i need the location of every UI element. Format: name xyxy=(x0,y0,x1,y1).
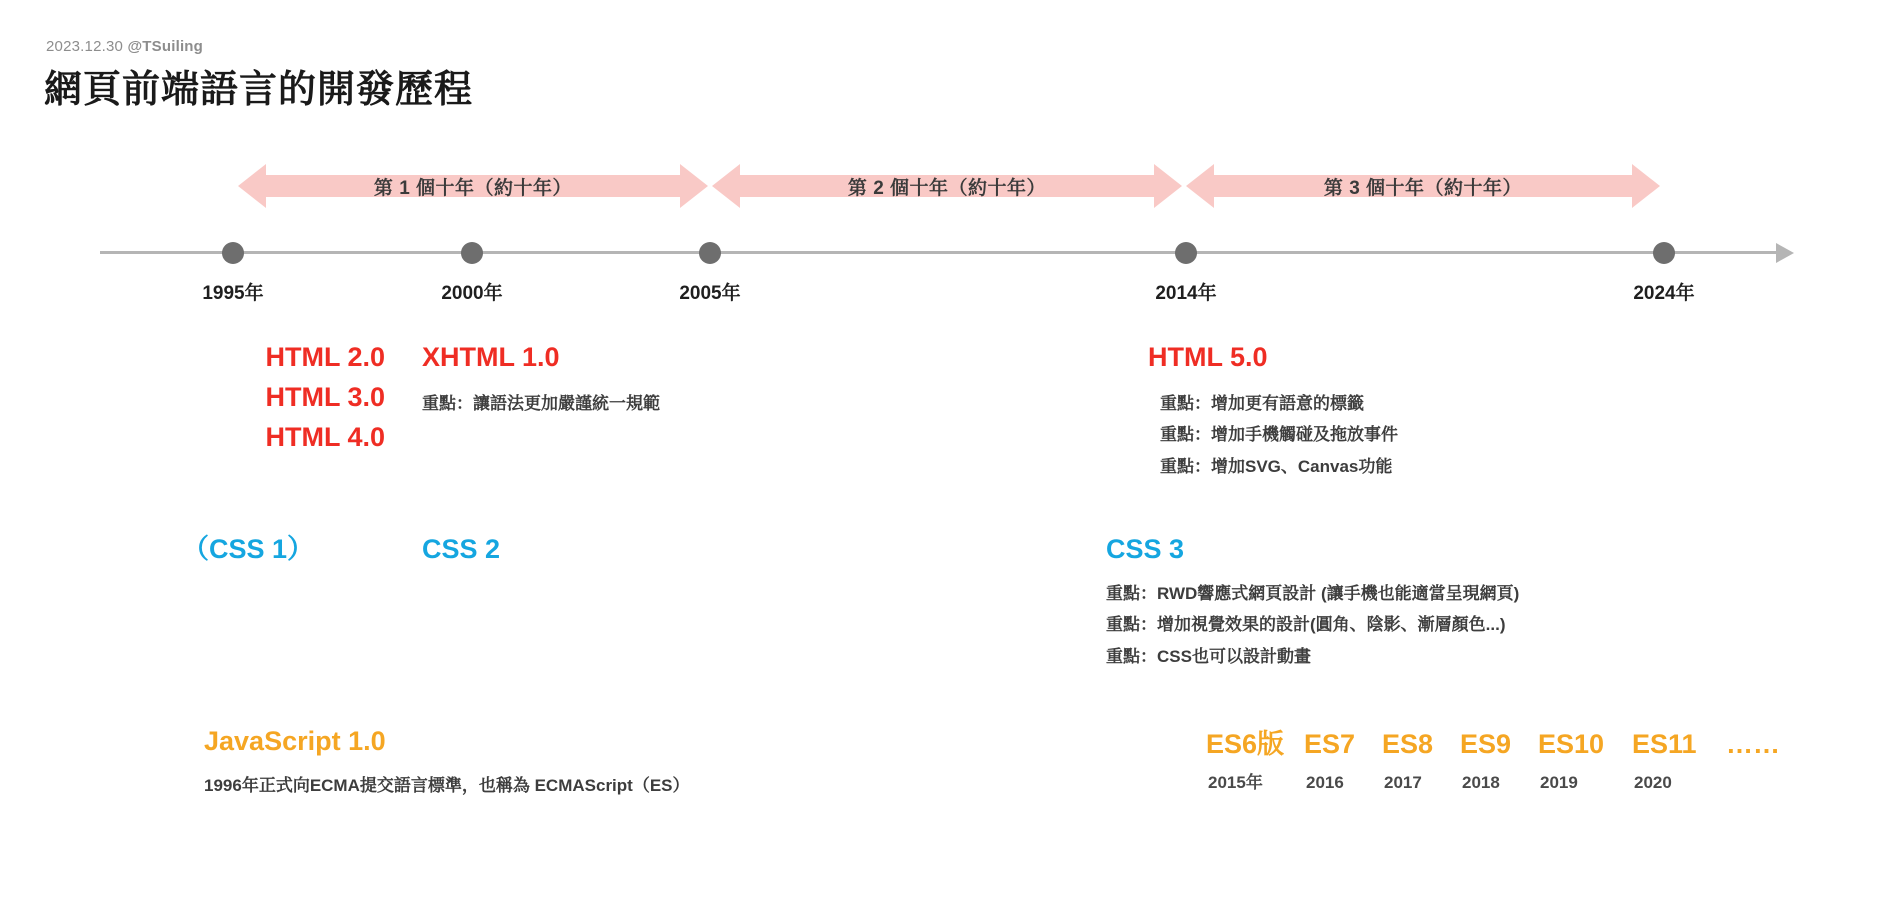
html-5-0-label: HTML 5.0 xyxy=(1148,342,1268,372)
xhtml-note: 重點：讓語法更加嚴謹統一規範 xyxy=(422,393,660,413)
byline-date: 2023.12.30 xyxy=(46,38,124,55)
timeline-node-1995 xyxy=(222,242,244,264)
html5-note-2: 重點：增加手機觸碰及拖放事件 xyxy=(1160,425,1398,445)
html-4-0-label: HTML 4.0 xyxy=(265,421,385,452)
html-3-0-label: HTML 3.0 xyxy=(265,381,385,412)
decade-label-2: 第 2 個十年（約十年） xyxy=(847,177,1047,199)
css1-group-1995 xyxy=(182,530,314,570)
es-year-2020: 2020 xyxy=(1634,773,1672,792)
year-label-2005: 2005年 xyxy=(679,283,741,304)
es-year-2015: 2015年 xyxy=(1208,773,1263,792)
javascript-1-0-label: JavaScript 1.0 xyxy=(204,726,386,756)
es-version-es8: ES8 xyxy=(1382,729,1434,759)
timeline-axis xyxy=(0,232,1900,304)
timeline-node-2024 xyxy=(1653,242,1675,264)
es-version-ellipsis: …… xyxy=(1726,729,1780,759)
es-version-es11: ES11 xyxy=(1632,729,1697,759)
javascript-note: 1996年正式向ECMA提交語言標準，也稱為 ECMAScript（ES） xyxy=(204,775,690,795)
css3-group-2014 xyxy=(1106,530,1519,672)
css-1-label: （CSS 1） xyxy=(182,534,315,564)
axis-line xyxy=(100,251,1780,254)
byline-handle: @TSuiling xyxy=(127,38,204,55)
es-year-2018: 2018 xyxy=(1462,773,1500,792)
es-version-es10: ES10 xyxy=(1538,729,1605,759)
page-title: 網頁前端語言的開發歷程 xyxy=(44,69,474,111)
timeline-node-2014 xyxy=(1175,242,1197,264)
es-version-es9: ES9 xyxy=(1460,729,1512,759)
css3-note-1: 重點：RWD響應式網頁設計 (讓手機也能適當呈現網頁) xyxy=(1106,583,1520,603)
css2-group-2000 xyxy=(422,530,500,570)
html-versions-1995 xyxy=(0,338,385,458)
html-2-0-label: HTML 2.0 xyxy=(265,342,385,372)
html5-note-1: 重點：增加更有語意的標籤 xyxy=(1160,393,1364,413)
axis-arrow-icon xyxy=(1776,243,1794,263)
year-label-2014: 2014年 xyxy=(1155,283,1217,304)
css3-note-2: 重點：增加視覺效果的設計(圓角、陰影、漸層顏色...) xyxy=(1106,615,1506,635)
es-versions-row xyxy=(1206,722,1780,761)
year-label-1995: 1995年 xyxy=(202,283,264,304)
year-label-2000: 2000年 xyxy=(441,283,503,304)
html5-note-3: 重點：增加SVG、Canvas功能 xyxy=(1160,456,1393,476)
es-years-row xyxy=(1208,768,1728,793)
decade-band-2 xyxy=(712,158,1182,214)
es-year-2017: 2017 xyxy=(1384,773,1422,792)
html5-group-2014 xyxy=(1148,338,1398,482)
decade-bands xyxy=(0,158,1900,214)
es-year-2016: 2016 xyxy=(1306,773,1344,792)
timeline-node-2005 xyxy=(699,242,721,264)
es-version-es7: ES7 xyxy=(1304,729,1356,759)
css-3-label: CSS 3 xyxy=(1106,534,1185,564)
es-year-2019: 2019 xyxy=(1540,773,1578,792)
xhtml-1-0-label: XHTML 1.0 xyxy=(422,342,560,372)
javascript-group-2000 xyxy=(204,722,690,801)
css-2-label: CSS 2 xyxy=(422,534,501,564)
decade-band-3 xyxy=(1186,158,1660,214)
decade-label-1: 第 1 個十年（約十年） xyxy=(373,177,573,199)
xhtml-group-2000 xyxy=(422,338,660,419)
byline xyxy=(46,38,203,55)
css3-note-3: 重點：CSS也可以設計動畫 xyxy=(1106,646,1311,666)
decade-band-1 xyxy=(238,158,708,214)
year-label-2024: 2024年 xyxy=(1633,283,1695,304)
timeline-node-2000 xyxy=(461,242,483,264)
decade-label-3: 第 3 個十年（約十年） xyxy=(1323,177,1523,199)
es-version-es6: ES6版 xyxy=(1206,729,1285,759)
